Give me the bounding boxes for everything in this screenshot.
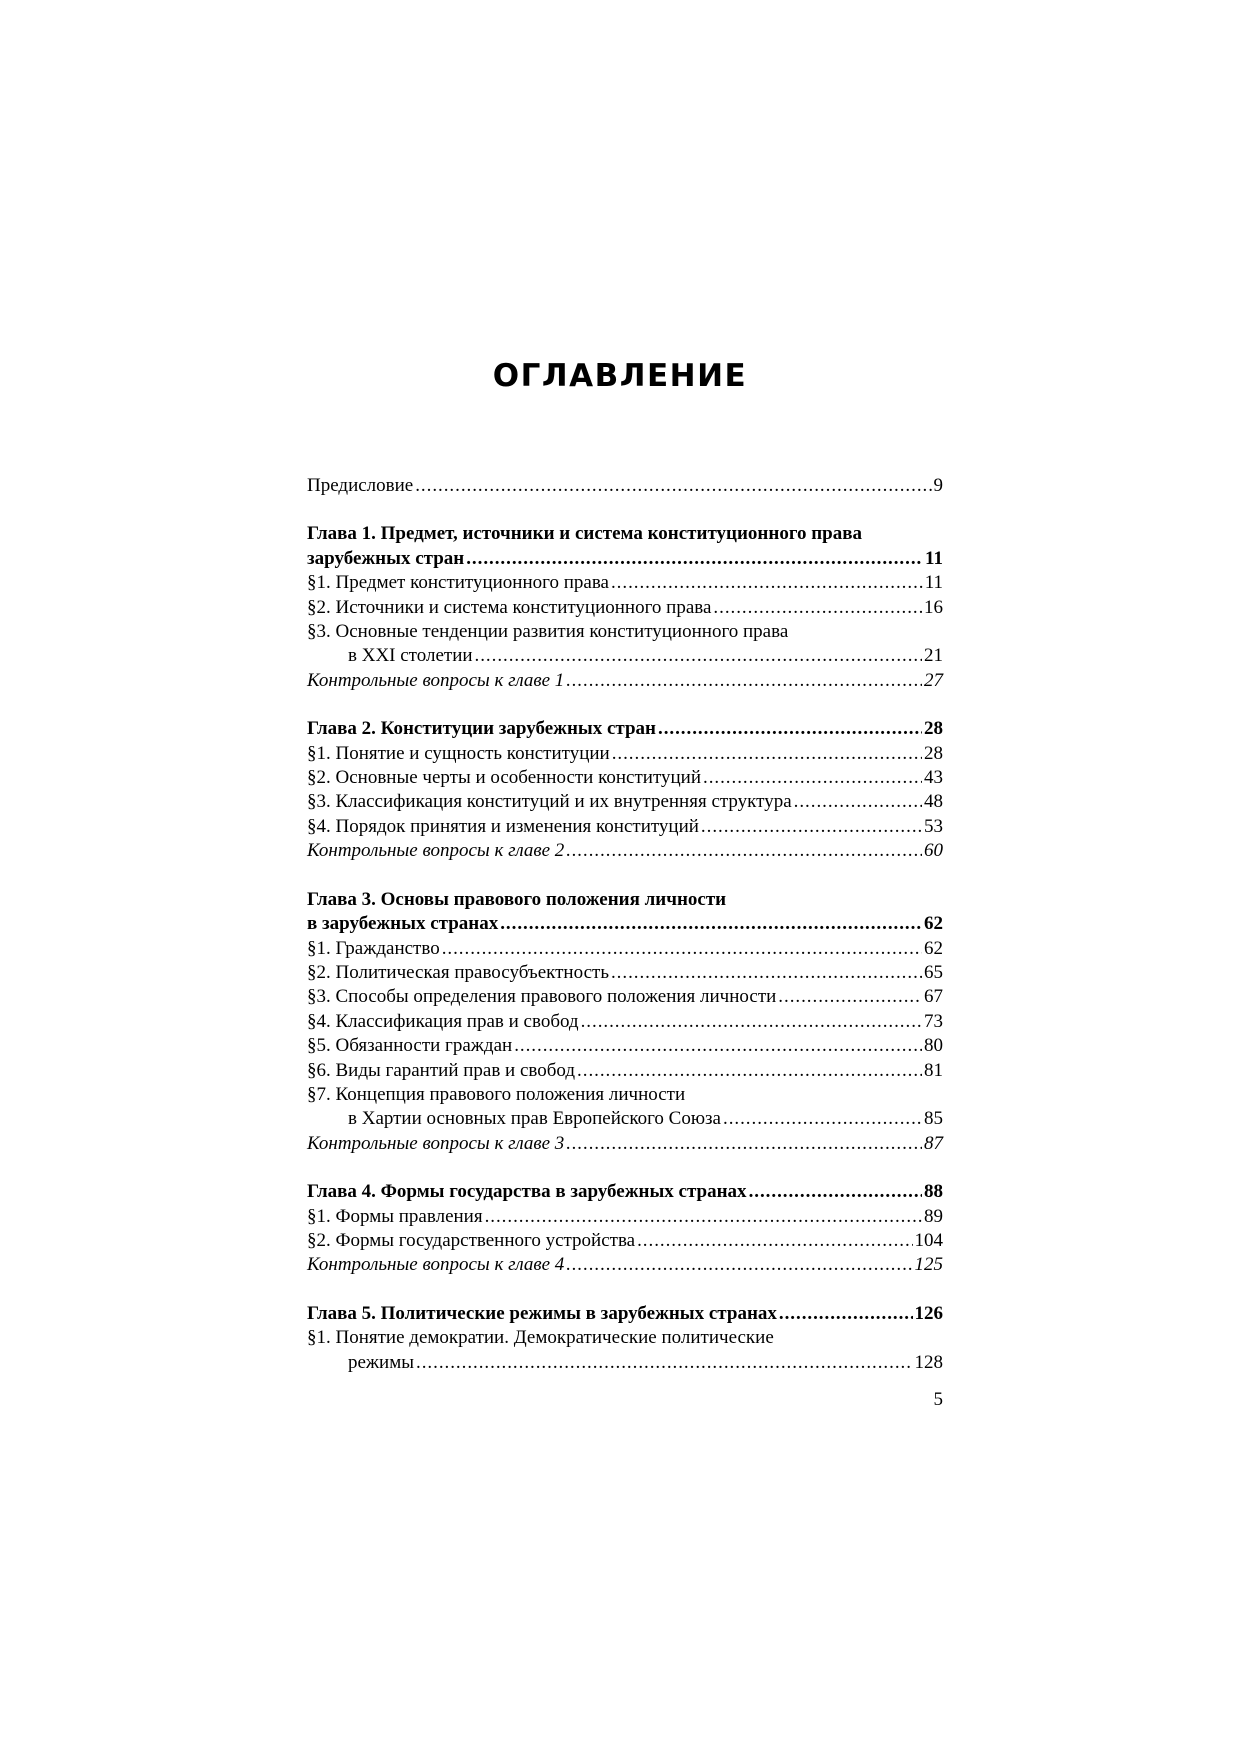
toc-page-number: 85 (924, 1108, 943, 1130)
toc-page-number: 27 (924, 669, 943, 691)
dot-leader (779, 1302, 913, 1326)
toc-page-number: 16 (924, 596, 943, 618)
toc-entry-section[interactable] (307, 1059, 943, 1083)
toc-entry-preface[interactable] (307, 474, 943, 498)
dot-leader (577, 1059, 922, 1083)
toc-entry-label: §4. Порядок принятия и изменения конституций (307, 815, 699, 837)
toc-entry-section[interactable] (307, 1351, 943, 1375)
dot-leader (485, 1205, 922, 1229)
toc-entry-label: Предисловие (307, 475, 414, 496)
toc-entry-chapter-1[interactable] (307, 547, 943, 571)
toc-entry-section[interactable] (307, 644, 943, 668)
toc-entry-label: §6. Виды гарантий прав и свобод (307, 1059, 576, 1081)
toc-page-number: 43 (924, 767, 943, 789)
toc-entry-chapter-2[interactable] (307, 717, 943, 741)
dot-leader (416, 1351, 912, 1375)
toc-page-number: 104 (914, 1229, 943, 1251)
dot-leader (637, 1229, 912, 1253)
toc-entry-section[interactable] (307, 766, 943, 790)
dot-leader (475, 644, 922, 668)
toc-page-number: 65 (924, 961, 943, 983)
dot-leader (566, 669, 922, 693)
toc-entry-label: §1. Предмет конституционного права (307, 572, 609, 594)
toc-entry-questions[interactable] (307, 669, 943, 693)
dot-leader (500, 912, 922, 936)
toc-page-number: 128 (914, 1351, 943, 1373)
toc-entry-label: режимы (348, 1351, 415, 1373)
toc-page-number: 62 (924, 913, 943, 935)
toc-entry-questions[interactable] (307, 839, 943, 863)
toc-entry-label: в XXI столетии (348, 645, 473, 667)
toc-entry-label: Контрольные вопросы к главе 2 (307, 840, 565, 862)
dot-leader (794, 790, 922, 814)
toc-entry-label: в Хартии основных прав Европейского Союза (348, 1108, 721, 1130)
toc-page-number: 62 (924, 937, 943, 959)
toc-entry-section[interactable] (307, 596, 943, 620)
toc-entry-label: §2. Источники и система конституционного права (307, 596, 712, 618)
toc-entry-section[interactable] (307, 742, 943, 766)
toc-entry-label: §1. Формы правления (307, 1205, 483, 1227)
toc-entry-section[interactable] (307, 1034, 943, 1058)
toc-entry-label: §3. Классификация конституций и их внутренняя структура (307, 791, 792, 813)
toc-entry-label: §4. Классификация прав и свобод (307, 1010, 579, 1032)
dot-leader (566, 1132, 922, 1156)
toc-page-number: 88 (924, 1181, 943, 1203)
toc-page-number: 81 (924, 1059, 943, 1081)
toc-entry-chapter-4[interactable] (307, 1180, 943, 1204)
dot-leader (749, 1180, 922, 1204)
dot-leader (466, 547, 923, 571)
toc-entry-label: §2. Формы государственного устройства (307, 1229, 636, 1251)
toc-entry-label: Контрольные вопросы к главе 1 (307, 669, 565, 691)
dot-leader (415, 474, 931, 498)
page-title: ОГЛАВЛЕНИЕ (492, 358, 748, 394)
toc-entry-section[interactable] (307, 1229, 943, 1253)
dot-leader (514, 1034, 922, 1058)
toc-entry-chapter-3[interactable] (307, 912, 943, 936)
toc-page-number: 80 (924, 1035, 943, 1057)
section-title-line: §1. Понятие демократии. Демократические политические (307, 1327, 774, 1349)
toc-entry-section[interactable] (307, 937, 943, 961)
toc-entry-label: Глава 2. Конституции зарубежных стран (307, 718, 656, 740)
toc-entry-label: Контрольные вопросы к главе 3 (307, 1132, 565, 1154)
toc-entry-section[interactable] (307, 815, 943, 839)
toc-page-number: 48 (924, 791, 943, 813)
toc-entry-label: §2. Политическая правосубъектность (307, 961, 609, 983)
toc-page-number: 87 (924, 1132, 943, 1154)
dot-leader (703, 766, 922, 790)
toc-entry-section[interactable] (307, 1205, 943, 1229)
toc-entry-section[interactable] (307, 1107, 943, 1131)
toc-entry-label: §1. Понятие и сущность конституции (307, 742, 610, 764)
dot-leader (701, 815, 922, 839)
toc-entry-label: зарубежных стран (307, 547, 465, 569)
dot-leader (566, 839, 922, 863)
dot-leader (611, 571, 923, 595)
toc-entry-label: в зарубежных странах (307, 913, 499, 935)
toc-page-number: 21 (924, 645, 943, 667)
page-number: 5 (933, 1389, 943, 1410)
toc-entry-label: §2. Основные черты и особенности конституций (307, 767, 701, 789)
toc-page-number: 11 (925, 547, 943, 569)
toc-entry-section[interactable] (307, 961, 943, 985)
section-title-line: §7. Концепция правового положения личности (307, 1083, 686, 1105)
toc-page-number: 73 (924, 1010, 943, 1032)
toc-page-number: 60 (924, 840, 943, 862)
toc-entry-chapter-5[interactable] (307, 1302, 943, 1326)
dot-leader (778, 985, 922, 1009)
dot-leader (442, 937, 922, 961)
toc-entry-questions[interactable] (307, 1132, 943, 1156)
dot-leader (566, 1253, 912, 1277)
toc-entry-label: Контрольные вопросы к главе 4 (307, 1254, 565, 1276)
toc-entry-label: §3. Способы определения правового положения личности (307, 986, 777, 1008)
toc-page-number: 28 (924, 742, 943, 764)
toc-entry-section[interactable] (307, 571, 943, 595)
toc-entry-label: Глава 4. Формы государства в зарубежных странах (307, 1181, 747, 1203)
toc-page-number: 28 (924, 718, 943, 740)
toc-page-number: 89 (924, 1205, 943, 1227)
dot-leader (612, 742, 922, 766)
toc-page-number: 67 (924, 986, 943, 1008)
dot-leader (581, 1010, 922, 1034)
toc-entry-section[interactable] (307, 985, 943, 1009)
toc-page-number: 125 (914, 1254, 943, 1276)
toc-entry-label: §1. Гражданство (307, 937, 440, 959)
dot-leader (611, 961, 922, 985)
toc-entry-section[interactable] (307, 790, 943, 814)
toc-page-number: 126 (914, 1302, 943, 1324)
section-title-line: §3. Основные тенденции развития конституционного права (307, 621, 789, 643)
toc-page-number: 11 (924, 572, 943, 594)
chapter-3-title-line: Глава 3. Основы правового положения личности (307, 888, 727, 910)
toc-entry-questions[interactable] (307, 1253, 943, 1277)
toc-entry-label: §5. Обязанности граждан (307, 1035, 513, 1057)
chapter-1-title-line: Глава 1. Предмет, источники и система конституционного права (307, 523, 863, 545)
toc-page-number: 53 (924, 815, 943, 837)
dot-leader (723, 1107, 922, 1131)
toc-entry-section[interactable] (307, 1010, 943, 1034)
dot-leader (713, 596, 922, 620)
toc-entry-label: Глава 5. Политические режимы в зарубежных странах (307, 1302, 777, 1324)
table-of-contents (307, 474, 943, 1375)
toc-page-number: 9 (933, 475, 943, 496)
dot-leader (658, 717, 922, 741)
